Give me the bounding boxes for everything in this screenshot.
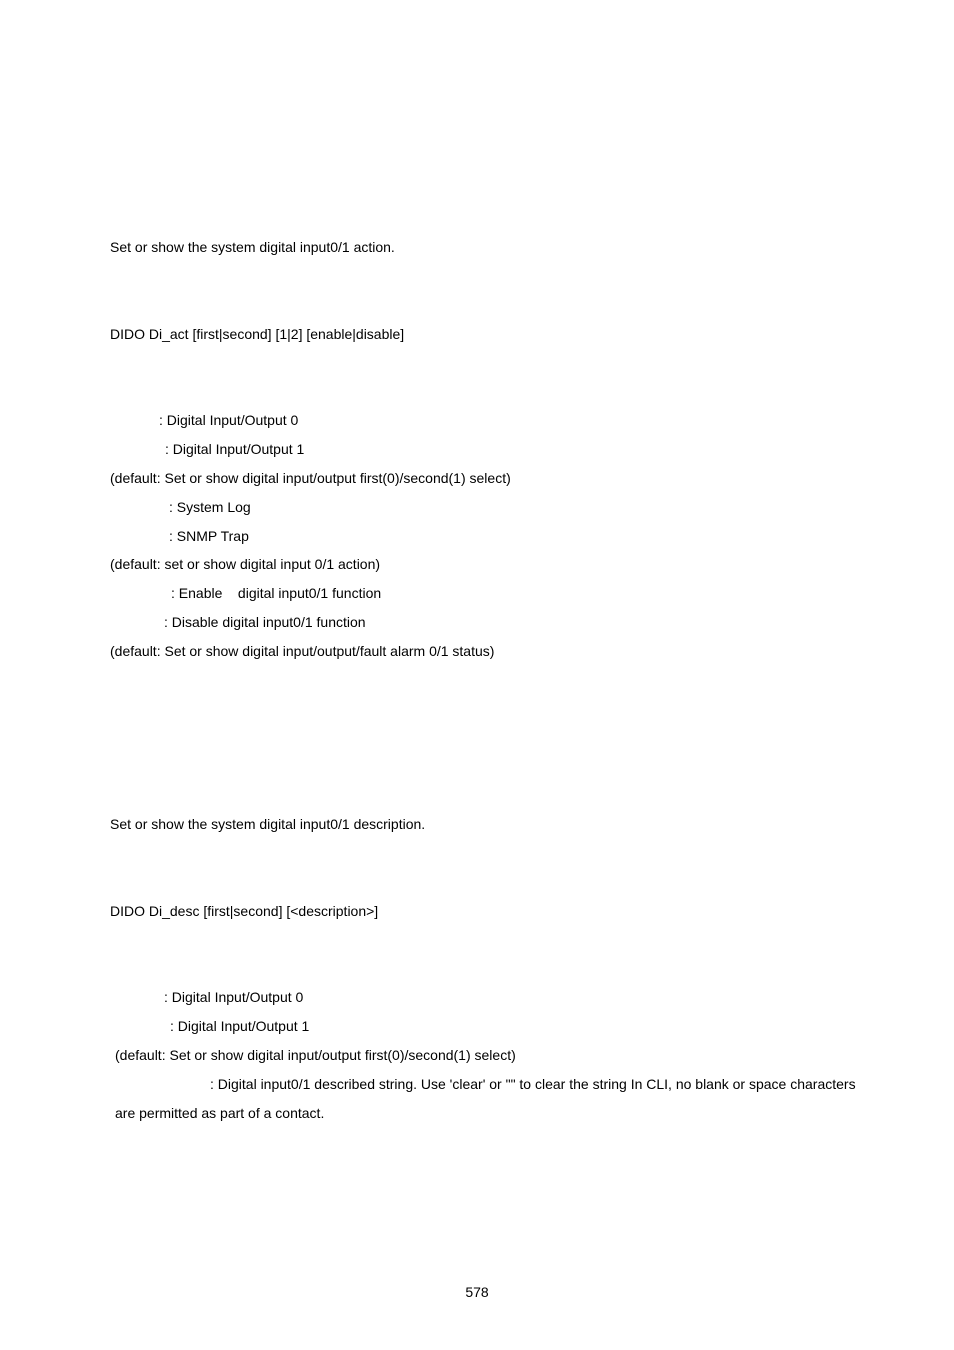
di-act-syntax: DIDO Di_act [first|second] [1|2] [enable|disable] [110,326,405,342]
di-act-param-snmp-trap: : SNMP Trap [169,528,249,544]
di-desc-syntax: DIDO Di_desc [first|second] [<description>] [110,903,379,919]
page-number: 578 [465,1284,489,1300]
di-desc-param-description-cont: are permitted as part of a contact. [115,1105,325,1121]
di-act-param-second: : Digital Input/Output 1 [165,441,305,457]
di-desc-param-second: : Digital Input/Output 1 [170,1018,310,1034]
di-desc-param-description: : Digital input0/1 described string. Use 'clear' or "" to clear the string In CLI, no blank or space characters [210,1076,856,1092]
di-desc-param-default-select: (default: Set or show digital input/output first(0)/second(1) select) [115,1047,516,1063]
di-act-param-default-status: (default: Set or show digital input/output/fault alarm 0/1 status) [110,643,495,659]
di-desc-param-first: : Digital Input/Output 0 [164,989,304,1005]
di-act-param-default-action: (default: set or show digital input 0/1 action) [110,556,381,572]
di-act-param-disable: : Disable digital input0/1 function [164,614,366,630]
di-act-description: Set or show the system digital input0/1 action. [110,239,395,255]
di-act-param-system-log: : System Log [169,499,251,515]
di-act-param-first: : Digital Input/Output 0 [159,412,299,428]
di-act-param-default-select: (default: Set or show digital input/output first(0)/second(1) select) [110,470,511,486]
di-act-param-enable: : Enable digital input0/1 function [171,585,382,601]
di-desc-description: Set or show the system digital input0/1 description. [110,816,426,832]
